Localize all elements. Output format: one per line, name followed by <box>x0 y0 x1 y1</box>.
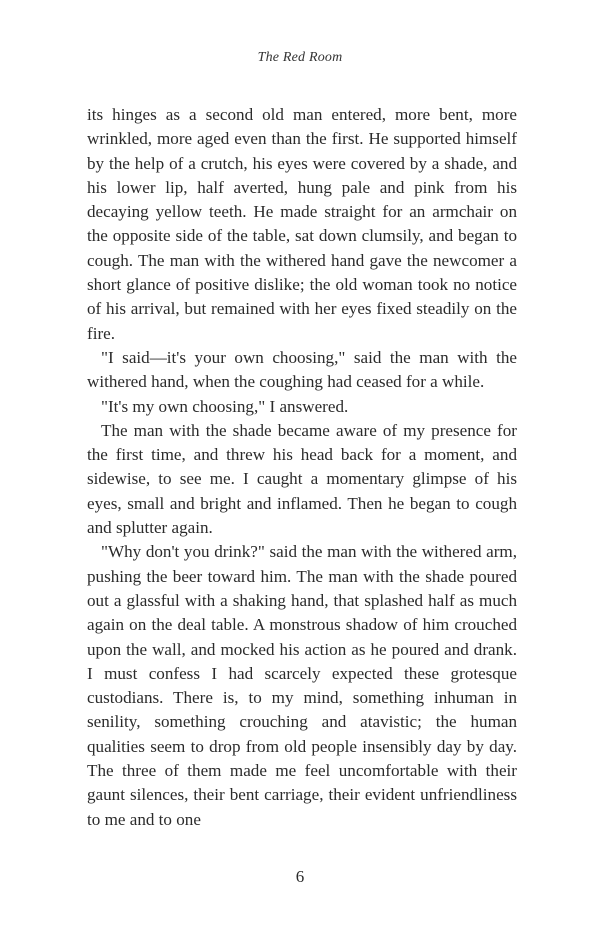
paragraph: its hinges as a second old man entered, more bent, more wrinkled, more aged even than the first. He supported himself by the help of a crutch, his eyes were covered by a shade, and his lower lip, half averted, hung pale and pink from his decaying yellow teeth. He made straight for an armchair on the opposite side of the table, sat down clumsily, and began to cough. The man with the withered hand gave the newcomer a short glance of positive dislike; the old woman took no notice of his arrival, but remained with her eyes fixed steadily on the fire. <box>87 105 517 343</box>
body-text <box>87 103 517 832</box>
paragraph: "It's my own choosing," I answered. <box>101 396 349 416</box>
page-number: 6 <box>295 867 305 886</box>
paragraph: "Why don't you drink?" said the man with the withered arm, pushing the beer toward him. The man with the shade poured out a glassful with a shaking hand, that splashed half as much again on the deal table. A monstrous shadow of him crouched upon the wall, and mocked his action as he poured and drank. I must confess I had scarcely expected these grotesque custodians. There is, to my mind, something inhuman in senility, something crouching and atavistic; the human qualities seem to drop from old people insensibly day by day. The three of them made me feel uncomfortable with their gaunt silences, their bent carriage, their evident unfriendliness to me and to one <box>87 542 517 829</box>
paragraph: "I said—it's your own choosing," said the man with the withered hand, when the coughing had ceased for a while. <box>87 347 517 392</box>
running-head: The Red Room <box>257 50 343 65</box>
paragraph: The man with the shade became aware of my presence for the first time, and threw his head back for a moment, and sidewise, to see me. I caught a momentary glimpse of his eyes, small and bright and inflamed. Then he began to cough and splutter again. <box>87 420 517 538</box>
